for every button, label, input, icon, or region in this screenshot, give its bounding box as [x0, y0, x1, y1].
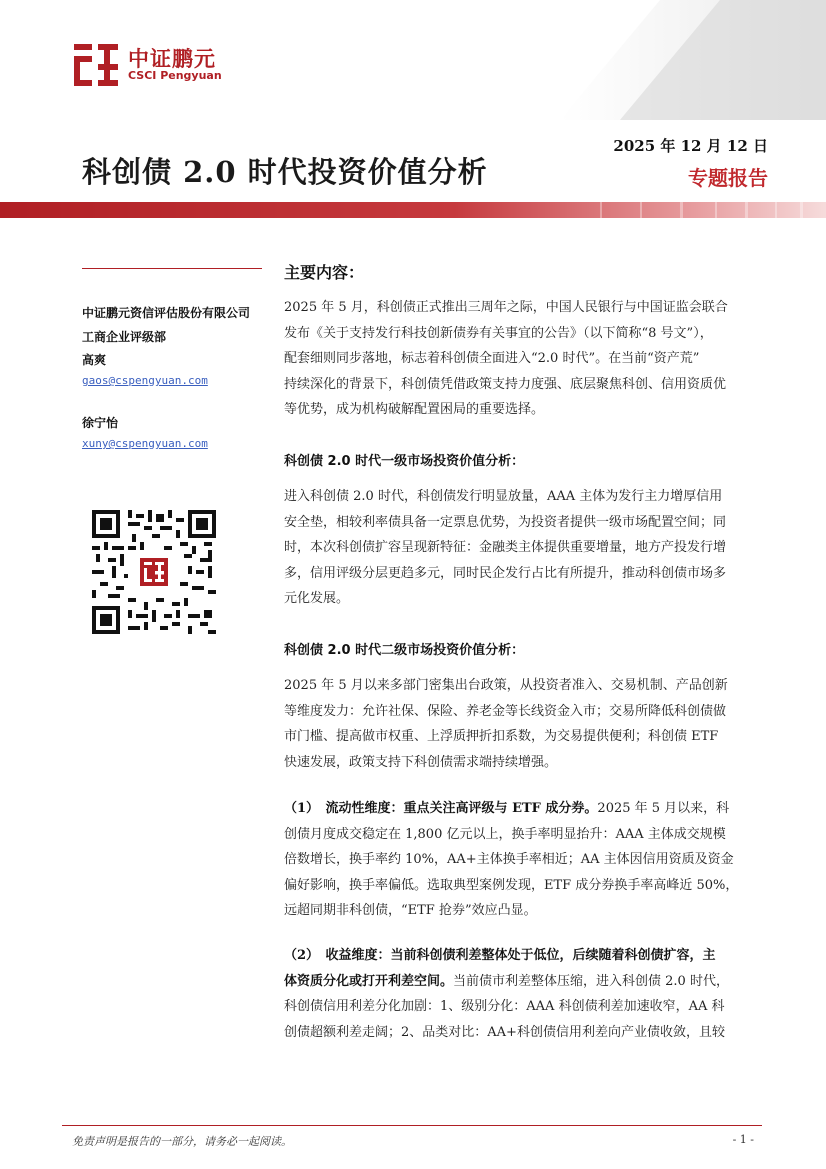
text-line: 创债超额利差走阔；2、品类对比：AA+科创债信用利差向产业债收敛，且较 — [284, 1024, 725, 1040]
text-line: 进入科创债 2.0 时代，科创债发行明显放量，AAA 主体为发行主力增厚信用 — [284, 489, 723, 504]
red-divider-band — [0, 202, 826, 220]
footer-divider — [62, 1125, 762, 1126]
page-title: 科创债 2.0 时代投资价值分析 — [82, 155, 488, 189]
subheading-secondary-market: 科创债 2.0 时代二级市场投资价值分析： — [284, 643, 525, 658]
header-diagonal-decoration — [0, 0, 826, 120]
report-type: 专题报告 — [688, 166, 768, 190]
primary-market-paragraph — [284, 484, 746, 612]
liquidity-lead: （1） 流动性维度：重点关注高评级与 ETF 成分券。 — [284, 801, 598, 816]
text-line: 时，本次科创债扩容呈现新特征：金融类主体提供重要增量，地方产投发行增 — [284, 540, 727, 555]
page-number: - 1 - — [732, 1133, 754, 1146]
text-line: 发布《关于支持发行科技创新债券有关事宜的公告》（以下简称“8 号文”）， — [284, 325, 713, 341]
qr-code-icon — [92, 510, 216, 634]
company-logo-icon — [72, 40, 122, 90]
section-heading: 主要内容： — [284, 263, 365, 282]
text-line — [284, 796, 746, 822]
liquidity-paragraph — [284, 796, 746, 924]
yield-paragraph — [284, 943, 746, 1045]
text-line: 配套细则同步落地，标志着科创债全面进入“2.0 时代”。在当前“资产荒” — [284, 351, 700, 366]
author-email-link[interactable]: gaos@cspengyuan.com — [82, 374, 208, 387]
department-name: 工商企业评级部 — [82, 330, 167, 344]
company-name: 中证鹏元资信评估股份有限公司 — [82, 306, 251, 320]
text-line: 安全垫，相较利率债具备一定票息优势，为投资者提供一级市场配置空间；同 — [284, 514, 727, 530]
footer-disclaimer: 免责声明是报告的一部分，请务必一起阅读。 — [72, 1135, 292, 1148]
text-line: 远超同期非科创债，“ETF 抢券”效应凸显。 — [284, 903, 537, 918]
text-line: 快速发展，政策支持下科创债需求端持续增强。 — [284, 754, 558, 770]
text-line: 2025 年 5 月以来多部门密集出台政策，从投资者准入、交易机制、产品创新 — [284, 678, 728, 693]
header-banner — [0, 0, 826, 120]
text-line: 偏好影响，换手率偏低。选取典型案例发现，ETF 成分券换手率高峰近 50%， — [284, 877, 739, 893]
author-email-link[interactable]: xuny@cspengyuan.com — [82, 437, 208, 450]
yield-lead-cont: 体资质分化或打开利差空间。 — [284, 973, 454, 989]
logo-chinese-name: 中证鹏元 — [128, 47, 216, 71]
secondary-market-paragraph — [284, 673, 746, 775]
intro-paragraph — [284, 295, 746, 423]
subheading-primary-market: 科创债 2.0 时代一级市场投资价值分析： — [284, 454, 525, 469]
text-line: 2025 年 5 月，科创债正式推出三周年之际，中国人民银行与中国证监会联合 — [284, 300, 728, 315]
text-line: 元化发展。 — [284, 591, 350, 606]
sidebar-divider — [82, 268, 262, 269]
yield-lead: （2） 收益维度：当前科创债利差整体处于低位，后续随着科创债扩容，主 — [284, 948, 716, 963]
text-line: 创债月度成交稳定在 1,800 亿元以上，换手率明显抬升：AAA 主体成交规模 — [284, 826, 726, 842]
report-date: 2025 年 12 月 12 日 — [613, 137, 768, 155]
text-line: 多，信用评级分层更趋多元，同时民企发行占比有所提升，推动科创债市场多 — [284, 565, 727, 581]
text-run: 当前债市利差整体压缩，进入科创债 2.0 时代， — [453, 973, 729, 989]
text-line: 倍数增长，换手率约 10%，AA+主体换手率相近；AA 主体因信用资质及资金 — [284, 852, 734, 867]
text-line — [284, 969, 746, 995]
author-name: 高爽 — [82, 353, 107, 367]
author-name: 徐宁怡 — [82, 416, 119, 430]
text-run: 2025 年 5 月以来，科 — [597, 801, 730, 816]
text-line: 科创债信用利差分化加剧：1、级别分化：AAA 科创债利差加速收窄，AA 科 — [284, 999, 725, 1014]
text-line: 持续深化的背景下，科创债凭借政策支持力度强、底层聚焦科创、信用资质优 — [284, 376, 727, 392]
logo-english-name: CSCI Pengyuan — [128, 69, 222, 82]
text-line: 市门槛、提高做市权重、上浮质押折扣系数，为交易提供便利；科创债 ETF — [284, 729, 719, 744]
text-line: 等维度发力：允许社保、保险、养老金等长线资金入市；交易所降低科创债做 — [284, 703, 727, 719]
text-line: 等优势，成为机构破解配置困局的重要选择。 — [284, 402, 545, 417]
